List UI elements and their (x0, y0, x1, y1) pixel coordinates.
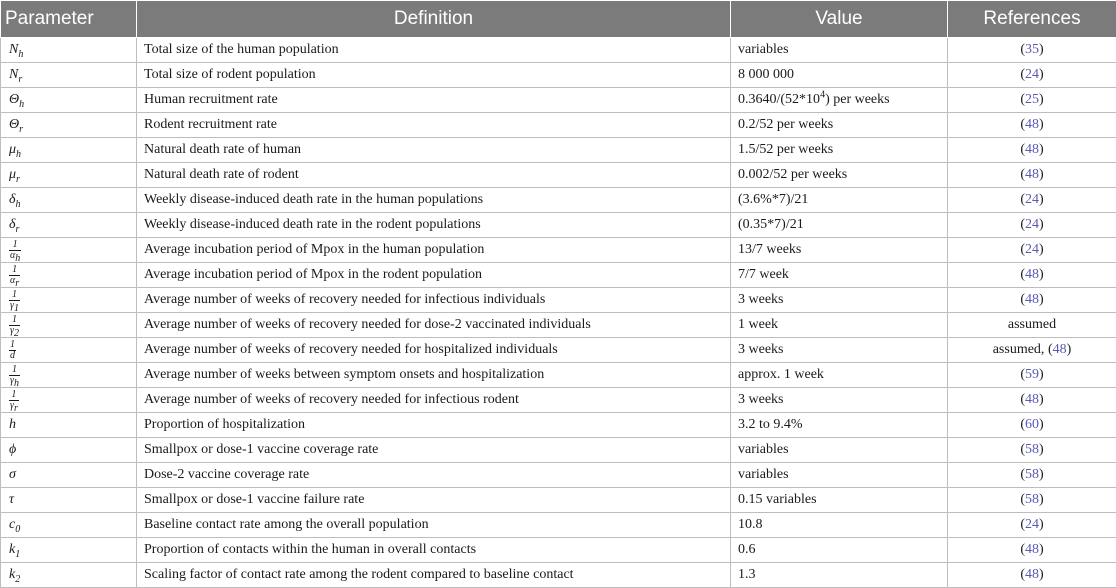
reference-cell: (24) (948, 238, 1116, 263)
header-definition: Definition (137, 1, 731, 38)
denominator-subscript: 1 (14, 303, 19, 313)
fraction-denominator (9, 351, 16, 361)
denominator-subscript: h (14, 378, 19, 388)
definition-cell: Average incubation period of Mpox in the human population (137, 238, 731, 263)
value-cell (731, 213, 948, 238)
value-cell (731, 88, 948, 113)
parameter-symbol (1, 338, 137, 363)
reference-link[interactable]: 24 (1025, 517, 1039, 532)
reference-link[interactable]: 58 (1025, 467, 1039, 482)
reference-link[interactable]: 60 (1025, 417, 1039, 432)
value-text: 0.15 variables (738, 492, 817, 507)
reference-link[interactable]: 24 (1025, 192, 1039, 207)
parameter-symbol (1, 513, 137, 538)
table-row (1, 538, 1116, 563)
reference-link[interactable]: 48 (1025, 392, 1039, 407)
reference-cell: (59) (948, 363, 1116, 388)
fraction-numerator: 1 (9, 290, 20, 301)
parameter-symbol (1, 88, 137, 113)
reference-note: assumed, (993, 342, 1048, 357)
fraction-denominator (9, 401, 19, 411)
fraction-symbol (9, 290, 20, 311)
symbol: h (9, 417, 16, 432)
value-text: approx. 1 week (738, 367, 824, 382)
definition-cell: Scaling factor of contact rate among the rodent compared to baseline contact (137, 563, 731, 588)
definition-cell: Proportion of contacts within the human in overall contacts (137, 538, 731, 563)
parameter-symbol (1, 288, 137, 313)
parameter-symbol (1, 538, 137, 563)
reference-link[interactable]: 48 (1025, 117, 1039, 132)
fraction-symbol (9, 365, 20, 386)
reference-cell: (48) (948, 138, 1116, 163)
fraction-symbol (9, 315, 20, 336)
value-text: 1 week (738, 317, 778, 332)
table-row (1, 63, 1116, 88)
value-cell (731, 388, 948, 413)
denominator-symbol: d (10, 350, 15, 361)
definition-cell: Total size of rodent population (137, 63, 731, 88)
fraction-numerator: 1 (9, 315, 20, 326)
value-cell (731, 263, 948, 288)
reference-cell: (58) (948, 488, 1116, 513)
fraction-numerator: 1 (9, 390, 19, 401)
parameter-symbol (1, 263, 137, 288)
definition-cell: Smallpox or dose-1 vaccine coverage rate (137, 438, 731, 463)
value-text: 0.002/52 per weeks (738, 167, 847, 182)
table-row (1, 38, 1116, 63)
value-text: 0.3640/(52*10 (738, 92, 820, 107)
fraction-numerator: 1 (9, 365, 20, 376)
parameter-symbol (1, 363, 137, 388)
reference-link[interactable]: 48 (1025, 142, 1039, 157)
fraction-numerator: 1 (9, 240, 21, 251)
reference-link[interactable]: 48 (1025, 567, 1039, 582)
value-cell (731, 313, 948, 338)
parameter-symbol (1, 488, 137, 513)
value-superscript: 4 (820, 89, 825, 100)
table-row (1, 338, 1116, 363)
parameter-symbol (1, 463, 137, 488)
table-row (1, 363, 1116, 388)
symbol-subscript: h (18, 49, 23, 60)
symbol: N (9, 42, 18, 57)
table-row (1, 563, 1116, 588)
symbol: σ (9, 467, 16, 482)
value-cell (731, 563, 948, 588)
parameter-symbol (1, 438, 137, 463)
value-cell (731, 113, 948, 138)
symbol-subscript: r (18, 74, 22, 85)
reference-cell: (48) (948, 538, 1116, 563)
value-text: (3.6%*7)/21 (738, 192, 808, 207)
reference-cell (948, 313, 1116, 338)
definition-cell: Average number of weeks of recovery needed for hospitalized individuals (137, 338, 731, 363)
definition-cell: Proportion of hospitalization (137, 413, 731, 438)
symbol-subscript: r (16, 224, 20, 235)
reference-cell: (48) (948, 288, 1116, 313)
table-row (1, 463, 1116, 488)
reference-cell: (58) (948, 463, 1116, 488)
symbol: N (9, 67, 18, 82)
fraction-denominator (9, 301, 20, 311)
parameter-symbol (1, 388, 137, 413)
symbol: δ (9, 217, 16, 232)
denominator-subscript: h (15, 253, 20, 263)
value-cell (731, 188, 948, 213)
fraction-numerator: 1 (9, 340, 16, 351)
header-value: Value (731, 1, 948, 38)
parameter-symbol (1, 413, 137, 438)
reference-cell: (24) (948, 63, 1116, 88)
fraction-denominator (9, 251, 21, 261)
value-text: variables (738, 442, 789, 457)
reference-link[interactable]: 59 (1025, 367, 1039, 382)
definition-cell: Average number of weeks of recovery needed for dose-2 vaccinated individuals (137, 313, 731, 338)
definition-cell: Average incubation period of Mpox in the rodent population (137, 263, 731, 288)
definition-cell: Dose-2 vaccine coverage rate (137, 463, 731, 488)
reference-link[interactable]: 48 (1025, 542, 1039, 557)
table-header (1, 1, 1116, 38)
denominator-symbol: α (10, 250, 15, 261)
value-cell (731, 438, 948, 463)
reference-cell: (48) (948, 113, 1116, 138)
parameter-symbol (1, 238, 137, 263)
symbol-subscript: r (16, 174, 20, 185)
definition-cell: Smallpox or dose-1 vaccine failure rate (137, 488, 731, 513)
denominator-symbol: γ (10, 375, 14, 386)
reference-link[interactable]: 58 (1025, 492, 1039, 507)
symbol: c (9, 517, 15, 532)
symbol: Θ (9, 117, 19, 132)
value-cell (731, 338, 948, 363)
reference-cell: (60) (948, 413, 1116, 438)
value-text: 3 weeks (738, 392, 784, 407)
parameter-symbol (1, 188, 137, 213)
table-row (1, 238, 1116, 263)
parameter-symbol (1, 163, 137, 188)
value-text: 3 weeks (738, 292, 784, 307)
value-cell (731, 413, 948, 438)
value-cell (731, 363, 948, 388)
definition-cell: Average number of weeks between symptom onsets and hospitalization (137, 363, 731, 388)
reference-link[interactable]: 24 (1025, 217, 1039, 232)
reference-link[interactable]: 48 (1025, 167, 1039, 182)
value-cell (731, 63, 948, 88)
parameter-symbol (1, 138, 137, 163)
fraction-denominator (9, 276, 20, 286)
reference-link[interactable]: 35 (1025, 42, 1039, 57)
parameter-symbol (1, 563, 137, 588)
definition-cell: Baseline contact rate among the overall population (137, 513, 731, 538)
table-body (1, 38, 1116, 588)
value-text: 1.3 (738, 567, 756, 582)
symbol: μ (9, 142, 16, 157)
value-text: variables (738, 467, 789, 482)
value-cell (731, 463, 948, 488)
definition-cell: Rodent recruitment rate (137, 113, 731, 138)
denominator-symbol: α (10, 275, 15, 286)
definition-cell: Weekly disease-induced death rate in the rodent populations (137, 213, 731, 238)
denominator-subscript: r (14, 403, 18, 413)
value-cell (731, 538, 948, 563)
value-text: 1.5/52 per weeks (738, 142, 833, 157)
definition-cell: Natural death rate of rodent (137, 163, 731, 188)
reference-cell: (48) (948, 163, 1116, 188)
symbol: μ (9, 167, 16, 182)
table-row (1, 288, 1116, 313)
denominator-symbol: γ (10, 300, 14, 311)
denominator-subscript: 2 (14, 328, 19, 338)
value-tail: ) per weeks (825, 92, 890, 107)
reference-cell: (24) (948, 513, 1116, 538)
reference-cell: (24) (948, 213, 1116, 238)
table-row (1, 263, 1116, 288)
definition-cell: Total size of the human population (137, 38, 731, 63)
definition-cell: Weekly disease-induced death rate in the human populations (137, 188, 731, 213)
symbol-subscript: r (19, 124, 23, 135)
value-cell (731, 38, 948, 63)
fraction-denominator (9, 326, 20, 336)
value-text: 10.8 (738, 517, 763, 532)
table-row (1, 113, 1116, 138)
value-cell (731, 488, 948, 513)
reference-cell: (58) (948, 438, 1116, 463)
symbol: Θ (9, 92, 19, 107)
value-text: 0.2/52 per weeks (738, 117, 833, 132)
symbol: τ (9, 492, 14, 507)
reference-cell: (24) (948, 188, 1116, 213)
header-parameter: Parameter (1, 1, 137, 38)
fraction-symbol (9, 265, 20, 286)
fraction-symbol (9, 340, 16, 361)
value-text: 3.2 to 9.4% (738, 417, 803, 432)
symbol: ϕ (9, 442, 16, 457)
table-row (1, 438, 1116, 463)
parameter-symbol (1, 63, 137, 88)
parameter-symbol (1, 38, 137, 63)
reference-link[interactable]: 48 (1025, 267, 1039, 282)
fraction-symbol (9, 240, 21, 261)
table-row (1, 213, 1116, 238)
table-row (1, 138, 1116, 163)
definition-cell: Natural death rate of human (137, 138, 731, 163)
reference-cell: (48) (948, 563, 1116, 588)
table-row (1, 413, 1116, 438)
denominator-symbol: γ (10, 325, 14, 336)
reference-cell: (35) (948, 38, 1116, 63)
symbol: k (9, 542, 15, 557)
table-row (1, 388, 1116, 413)
value-text: 13/7 weeks (738, 242, 801, 257)
symbol-subscript: 2 (15, 574, 20, 585)
header-references: References (948, 1, 1116, 38)
header-row (1, 1, 1116, 38)
reference-link[interactable]: 24 (1025, 242, 1039, 257)
reference-cell: (48) (948, 263, 1116, 288)
fraction-symbol (9, 390, 19, 411)
value-text: 0.6 (738, 542, 756, 557)
table-row (1, 513, 1116, 538)
value-text: 7/7 week (738, 267, 789, 282)
value-text: 8 000 000 (738, 67, 794, 82)
reference-cell: assumed, (48) (948, 338, 1116, 363)
reference-link[interactable]: 48 (1025, 292, 1039, 307)
value-cell (731, 238, 948, 263)
value-cell (731, 138, 948, 163)
reference-link[interactable]: 48 (1053, 342, 1067, 357)
symbol: k (9, 567, 15, 582)
parameter-symbol (1, 113, 137, 138)
parameter-symbol (1, 313, 137, 338)
table-row (1, 88, 1116, 113)
definition-cell: Average number of weeks of recovery needed for infectious rodent (137, 388, 731, 413)
symbol-subscript: h (16, 149, 21, 160)
reference-link[interactable]: 24 (1025, 67, 1039, 82)
reference-cell: (25) (948, 88, 1116, 113)
reference-link[interactable]: 25 (1025, 92, 1039, 107)
denominator-symbol: γ (10, 400, 14, 411)
value-text: 3 weeks (738, 342, 784, 357)
reference-cell: (48) (948, 388, 1116, 413)
symbol-subscript: 0 (15, 524, 20, 535)
definition-cell: Human recruitment rate (137, 88, 731, 113)
fraction-numerator: 1 (9, 265, 20, 276)
parameter-symbol (1, 213, 137, 238)
value-text: variables (738, 42, 789, 57)
value-text: (0.35*7)/21 (738, 217, 804, 232)
table-row (1, 163, 1116, 188)
reference-link[interactable]: 58 (1025, 442, 1039, 457)
definition-cell: Average number of weeks of recovery needed for infectious individuals (137, 288, 731, 313)
fraction-denominator (9, 376, 20, 386)
reference-note: assumed (1008, 317, 1056, 332)
symbol-subscript: h (16, 199, 21, 210)
symbol-subscript: 1 (15, 549, 20, 560)
table-row (1, 313, 1116, 338)
symbol: δ (9, 192, 16, 207)
value-cell (731, 163, 948, 188)
symbol-subscript: h (19, 99, 24, 110)
table-row (1, 488, 1116, 513)
denominator-subscript: r (15, 278, 19, 288)
value-cell (731, 513, 948, 538)
table-row (1, 188, 1116, 213)
value-cell (731, 288, 948, 313)
